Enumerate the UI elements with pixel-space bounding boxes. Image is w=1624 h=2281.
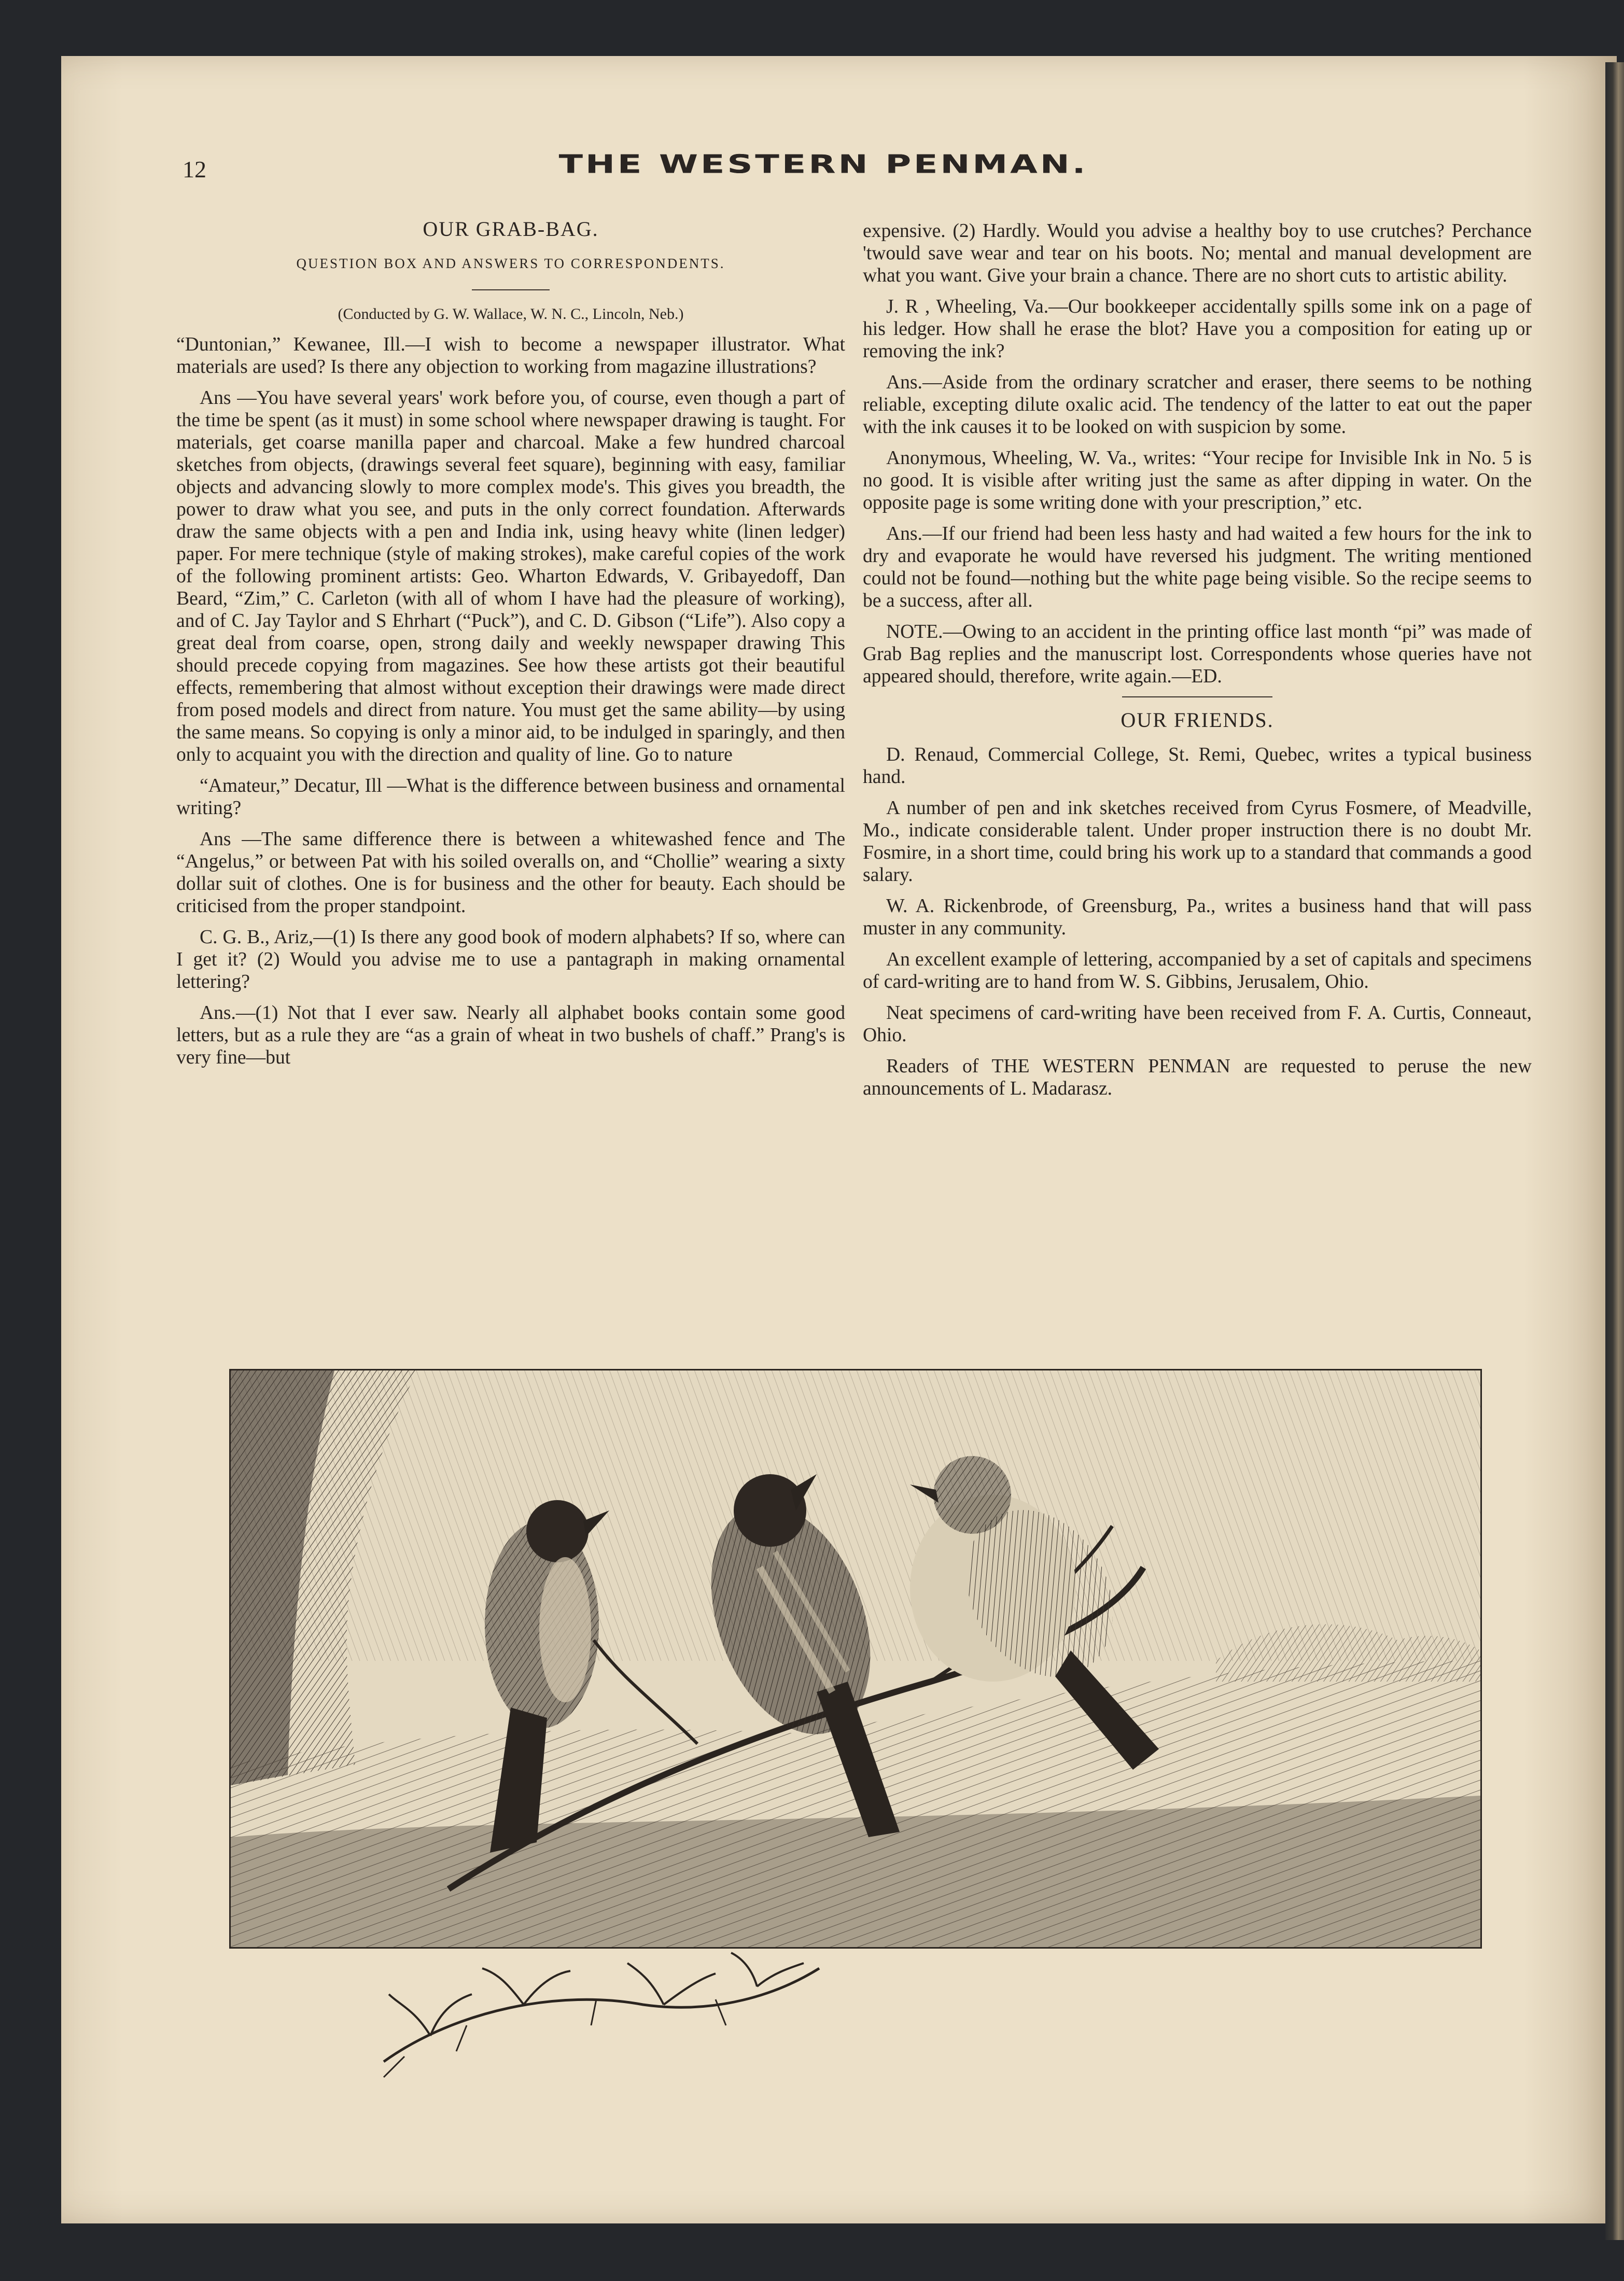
right-column: [863, 220, 1532, 1109]
birds-engraving-icon: [231, 1370, 1480, 1947]
leaf-flourish-icon: [353, 1948, 850, 2088]
divider-rule: [1122, 696, 1272, 697]
answer-jr-wheeling: Ans.—Aside from the ordinary scratcher and eraser, there seems to be nothing reliable, excepting dilute oxalic acid. The tendency of the latter to eat out the paper with the ink causes it to be looked on with suspicion by some.: [863, 372, 1532, 438]
letter-duntonian: “Duntonian,” Kewanee, Ill.—I wish to become a newspaper illustrator. What materials are used? Is there any objection to working from magazine illustrations?: [176, 334, 845, 377]
editor-note: NOTE.—Owing to an accident in the printing office last month “pi” was made of Grab Bag replies and the manuscript lost. Correspondents whose queries have not appeared should, therefore, write again.—ED.: [863, 621, 1532, 687]
divider-rule: [472, 289, 550, 290]
answer-cgb: Ans.—(1) Not that I ever saw. Nearly all alphabet books contain some good letters, but as a rule they are “as a grain of wheat in two bushels of chaff.” Prang's is very fine—but: [176, 1002, 845, 1068]
friends-item: Neat specimens of card-writing have been received from F. A. Curtis, Conneaut, Ohio.: [863, 1002, 1532, 1046]
friends-item: W. A. Rickenbrode, of Greensburg, Pa., writes a business hand that will pass muster in any community.: [863, 895, 1532, 939]
masthead-title: THE WESTERN PENMAN.: [558, 150, 1088, 179]
page-number: 12: [183, 156, 206, 183]
letter-anonymous: Anonymous, Wheeling, W. Va., writes: “Your recipe for Invisible Ink in No. 5 is no good. It is visible after writing just the same as after dipping in water. On the opposite page is some writing done with your prescription,” etc.: [863, 447, 1532, 513]
conducted-by-line: (Conducted by G. W. Wallace, W. N. C., Lincoln, Neb.): [338, 305, 684, 323]
grab-bag-subtitle: QUESTION BOX AND ANSWERS TO CORRESPONDENTS.: [296, 256, 725, 271]
friends-item: Readers of THE WESTERN PENMAN are requested to peruse the new announcements of L. Madarasz.: [863, 1056, 1532, 1099]
friends-item: An excellent example of lettering, accompanied by a set of capitals and specimens of card-writing are to hand from W. S. Gibbins, Jerusalem, Ohio.: [863, 949, 1532, 992]
letter-cgb: C. G. B., Ariz,—(1) Is there any good book of modern alphabets? If so, where can I get it? (2) Would you advise me to use a pantagraph in making ornamental lettering?: [176, 927, 845, 992]
magazine-page: [61, 56, 1617, 2223]
grab-bag-title: OUR GRAB-BAG.: [423, 217, 599, 241]
bird-engraving-illustration: [229, 1369, 1482, 1949]
friends-item: D. Renaud, Commercial College, St. Remi, Quebec, writes a typical business hand.: [863, 744, 1532, 788]
answer-anonymous: Ans.—If our friend had been less hasty and had waited a few hours for the ink to dry and evaporate he would have reversed his judgment. The writing mentioned could not be found—nothing but the white page being visible. So the recipe seems to be a success, after all.: [863, 523, 1532, 611]
letter-amateur: “Amateur,” Decatur, Ill —What is the difference between business and ornamental writing?: [176, 775, 845, 819]
answer-cgb-continued: expensive. (2) Hardly. Would you advise a healthy boy to use crutches? Perchance 'twould save wear and tear on his boots. No; mental and manual development are what you want. Give your brain a chance. There are no short cuts to artistic ability.: [863, 220, 1532, 286]
friends-title: OUR FRIENDS.: [1121, 708, 1274, 732]
page-spine-edge: [1605, 62, 1624, 2240]
answer-duntonian: Ans —You have several years' work before you, of course, even though a part of the time be spent (as it must) in some school where newspaper drawing is taught. For materials, get coarse manilla paper and charcoal. Make a few hundred charcoal sketches from objects, (drawings several feet square), beginning with easy, familiar objects and advancing slowly to more complex mode's. This gives you breadth, the power to draw what you see, and puts in the only correct foundation. Afterwards draw the same objects with a pen and India ink, using heavy white (linen ledger) paper. For mere technique (style of making strokes), make careful copies of the work of the following prominent artists: Geo. Wharton Edwards, V. Gribayedoff, Dan Beard, “Zim,” C. Carleton (with all of whom I have had the pleasure of working), and of C. Jay Taylor and S Ehrhart (“Puck”), and C. D. Gibson (“Life”). Also copy a great deal from coarse, open, strong daily and weekly newspaper drawing This should precede copying from magazines. See how these artists got their beautiful effects, remembering that almost without exception their drawings were made direct from posed models and direct from nature. You must get the same ability—by using the same means. So copying is only a minor aid, to be indulged in sparingly, and then only to acquaint you with the direction and quality of line. Go to nature: [176, 387, 845, 765]
answer-amateur: Ans —The same difference there is between a whitewashed fence and The “Angelus,” or between Pat with his soiled overalls on, and “Chollie” wearing a sixty dollar suit of clothes. One is for business and the other for beauty. Each should be criticised from the proper standpoint.: [176, 829, 845, 917]
friends-item: A number of pen and ink sketches received from Cyrus Fosmere, of Meadville, Mo., indicate considerable talent. Under proper instruction there is no doubt Mr. Fosmire, in a short time, could bring his work up to a standard that commands a good salary.: [863, 797, 1532, 886]
left-column: [176, 218, 845, 1077]
letter-jr-wheeling: J. R , Wheeling, Va.—Our bookkeeper accidentally spills some ink on a page of his ledger. How shall he erase the blot? Have you a composition for eating up or removing the ink?: [863, 296, 1532, 362]
